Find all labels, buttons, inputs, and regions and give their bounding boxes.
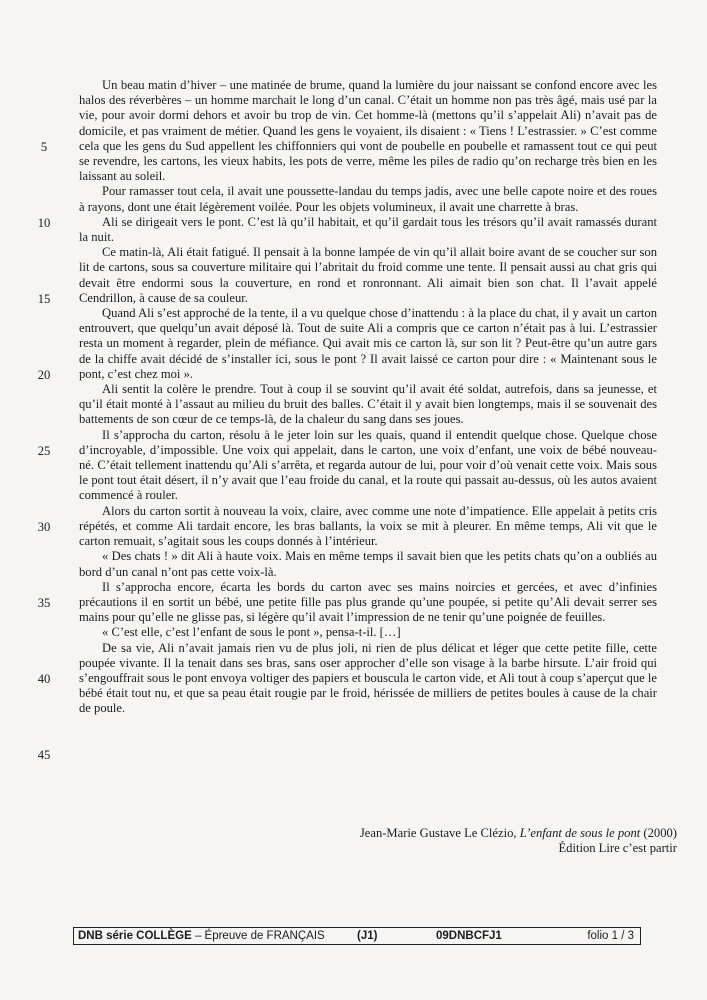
line-number-15: 15 [37,292,51,306]
citation-publisher: Édition Lire c’est partir [558,841,677,856]
line-number-30: 30 [37,520,51,534]
paragraph: Pour ramasser tout cela, il avait une poussette-landau du temps jadis, avec une belle capote noire et des roues à rayons, dont une était légèrement voilée. Pour les objets volumineux, il avait une charrette à bras. [79,184,657,214]
citation-author: Jean-Marie Gustave Le Clézio, [359,826,517,840]
paragraph: Il s’approcha du carton, résolu à le jeter loin sur les quais, quand il entendit quelque chose. Quelque chose d’incroyable, d’impossible. Une voix qui appelait, dans le carton, une voix d’enfant, une voix de bébé nouveau-né. C’était tellement inattendu qu’Ali s’arrêta, et regarda autour de lui, pour voir d’où venait cette voix. Mais sous le pont tout était désert, il n’y avait que l’eau froide du canal, et la route qui passait au-dessus, où les autos avaient commencé à rouler. [79,427,657,503]
line-number-25: 25 [37,444,51,458]
footer-series [78,929,325,944]
paragraph: Ce matin-là, Ali était fatigué. Il pensait à la bonne lampée de vin qu’il allait boire avant de se coucher sur son lit de cartons, sous sa couverture militaire qui l’abritait du froid comme une tente. Il pensait aussi au chat gris qui devait être endormi sous la couverture, en rond et ronronnant. Ali aimait bien son chat. Il l’avait appelé Cendrillon, à cause de sa couleur. [79,245,657,305]
paragraph: De sa vie, Ali n’avait jamais rien vu de plus joli, ni rien de plus délicat et léger que cette petite fille, cette poupée vivante. Il la tenait dans ses bras, sans oser approcher d’elle son visage à la barbe hirsute. L’air froid qui s’engouffrait sous le pont envoya voltiger des papiers et bouscula le carton vide, et Ali tout à coup s’aperçut que le bébé était tout nu, et que sa peau était rougie par le froid, hérissée de milliers de petites boules à cause de la chair de poule. [79,640,657,716]
citation-year: (2000) [643,826,677,840]
footer-series-rest: – Épreuve de FRANÇAIS [191,930,325,942]
citation-line-1 [360,826,677,841]
line-number-10: 10 [37,216,51,230]
line-number-45: 45 [37,748,51,762]
paragraph: Il s’approcha encore, écarta les bords du carton avec ses mains noircies et gercées, et avec d’infinies précautions il en sortit un bébé, une petite fille pas plus grande qu’une poupée, si petite qu’Ali devait serrer ses mains pour qu’elle ne glisse pas, si légère qu’il avait l’impression de ne tenir qu’une poignée de feuilles. [79,579,657,625]
source-citation [360,826,677,856]
line-number-5: 5 [40,140,48,154]
paragraph: Ali sentit la colère le prendre. Tout à coup il se souvint qu’il avait été soldat, autrefois, dans sa jeunesse, et qu’il était monté à l’assaut au milieu du bruit des balles. C’était il y avait bien longtemps, mais il se souvenait des battements de son cœur de ce temps-là, de la chaleur du sang dans ses joues. [79,382,657,427]
exam-footer [73,927,641,945]
citation-title: L’enfant de sous le pont [519,826,641,840]
paragraph: « Des chats ! » dit Ali à haute voix. Mais en même temps il savait bien que les petits chats qu’on a oubliés au bord d’un canal n’ont pas cette voix-là. [79,549,657,579]
paragraph: Un beau matin d’hiver – une matinée de brume, quand la lumière du jour naissant se confond encore avec les halos des réverbères – un homme marchait le long d’un canal. C’était un homme non pas très âgé, mais usé par la vie, pour avoir dormi dehors et avoir bu trop de vin. Cet homme-là (mettons qu’il s’appelait Ali) n’avait pas de domicile, et pas vraiment de métier. Quand les gens le voyaient, ils disaient : « Tiens ! L’estrassier. » C’est comme cela que les gens du Sud appellent les chiffonniers qui vont de poubelle en poubelle et ramassent tout ce qui peut se revendre, les cartons, les vieux habits, les pots de verre, même les piles de radio qu’on recharge très bien en les laissant au soleil. [79,78,657,184]
footer-code: 09DNBCFJ1 [436,930,502,942]
story-text [79,78,657,717]
paragraph: Ali se dirigeait vers le pont. C’est là qu’il habitait, et qu’il gardait tous les trésors qu’il avait ramassés durant la nuit. [79,214,657,245]
paragraph: « C’est elle, c’est l’enfant de sous le pont », pensa-t-il. […] [102,625,401,640]
paragraph: Quand Ali s’est approché de la tente, il a vu quelque chose d’inattendu : à la place du chat, il y avait un carton entrouvert, que quelqu’un avait déposé là. Tout de suite Ali a compris que ce carton n’était pas à lui. L’estrassier resta un moment à regarder, plein de méfiance. Qui avait mis ce carton là, sur son lit ? Peut-être qu’un autre gars de la chiffe avait décidé de s’installer ici, sous le pont ? Il avait laissé ce carton pour dire : « Maintenant sous le pont, c’est chez moi ». [79,306,657,381]
line-number-20: 20 [37,368,51,382]
footer-folio: folio 1 / 3 [587,930,634,942]
footer-series-bold: DNB série COLLÈGE [78,930,192,942]
paragraph: Alors du carton sortit à nouveau la voix, claire, avec comme une note d’impatience. Elle appelait à petits cris répétés, et comme Ali tardait encore, les bras ballants, la voix se mit à pleurer. En même temps, Ali vit que le carton remuait, s’agitait sous les coups donnés à l’intérieur. [79,503,657,549]
line-number-40: 40 [37,672,51,686]
footer-session: (J1) [357,930,378,942]
line-number-35: 35 [37,596,51,610]
